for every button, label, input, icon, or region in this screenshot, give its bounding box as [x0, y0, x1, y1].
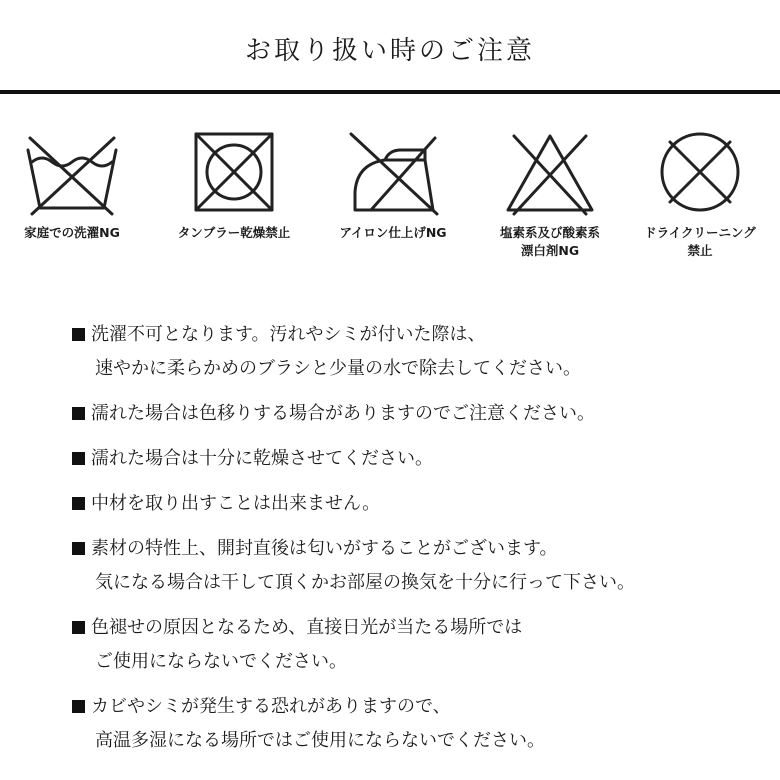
care-symbol-label: ドライクリーニング 禁止: [644, 225, 756, 258]
note-line: 気になる場合は干して頂くかお部屋の換気を十分に行って下さい。: [95, 572, 635, 593]
square-bullet-icon: [72, 328, 85, 341]
care-notes-list: [72, 318, 752, 769]
care-symbol-iron: [318, 128, 468, 242]
note-line: 速やかに柔らかめのブラシと少量の水で除去してください。: [95, 358, 581, 379]
care-symbols-row: [0, 128, 780, 288]
list-item: [72, 442, 752, 476]
care-symbol-home-wash: [0, 128, 147, 242]
care-symbol-label: タンブラー乾燥禁止: [177, 225, 291, 240]
care-symbol-bleach: [475, 128, 625, 260]
no-dry-clean-icon: [650, 128, 750, 218]
list-item: [72, 690, 752, 758]
list-item: [72, 318, 752, 386]
note-line: ご使用にならないでください。: [95, 651, 347, 672]
note-line: 色褪せの原因となるため、直接日光が当たる場所では: [91, 617, 523, 638]
list-item: [72, 532, 752, 600]
square-bullet-icon: [72, 621, 85, 634]
care-symbol-label: 塩素系及び酸素系 漂白剤NG: [499, 225, 600, 258]
square-bullet-icon: [72, 542, 85, 555]
list-item: [72, 487, 752, 521]
title-divider: [0, 90, 780, 94]
square-bullet-icon: [72, 452, 85, 465]
list-item: [72, 611, 752, 679]
square-bullet-icon: [72, 407, 85, 420]
note-line: カビやシミが発生する恐れがありますので、: [91, 696, 451, 717]
no-iron-icon: [343, 128, 443, 218]
list-item: [72, 397, 752, 431]
note-line: 素材の特性上、開封直後は匂いがすることがございます。: [91, 538, 558, 559]
care-symbol-label: アイロン仕上げNG: [339, 225, 447, 240]
no-home-wash-icon: [22, 128, 122, 218]
note-line: 高温多湿になる場所ではご使用にならないでください。: [95, 730, 545, 751]
square-bullet-icon: [72, 497, 85, 510]
no-bleach-icon: [500, 128, 600, 218]
no-tumble-dry-icon: [184, 128, 284, 218]
page-title: お取り扱い時のご注意: [244, 36, 535, 66]
care-symbol-dry-clean: [625, 128, 775, 260]
note-line: 中材を取り出すことは出来ません。: [91, 493, 381, 514]
note-line: 濡れた場合は十分に乾燥させてください。: [91, 448, 433, 469]
square-bullet-icon: [72, 700, 85, 713]
care-symbol-tumble-dry: [159, 128, 309, 242]
note-line: 洗濯不可となります。汚れやシミが付いた際は、: [91, 324, 486, 345]
care-symbol-label: 家庭での洗濯NG: [24, 225, 120, 240]
note-line: 濡れた場合は色移りする場合がありますのでご注意ください。: [91, 403, 595, 424]
